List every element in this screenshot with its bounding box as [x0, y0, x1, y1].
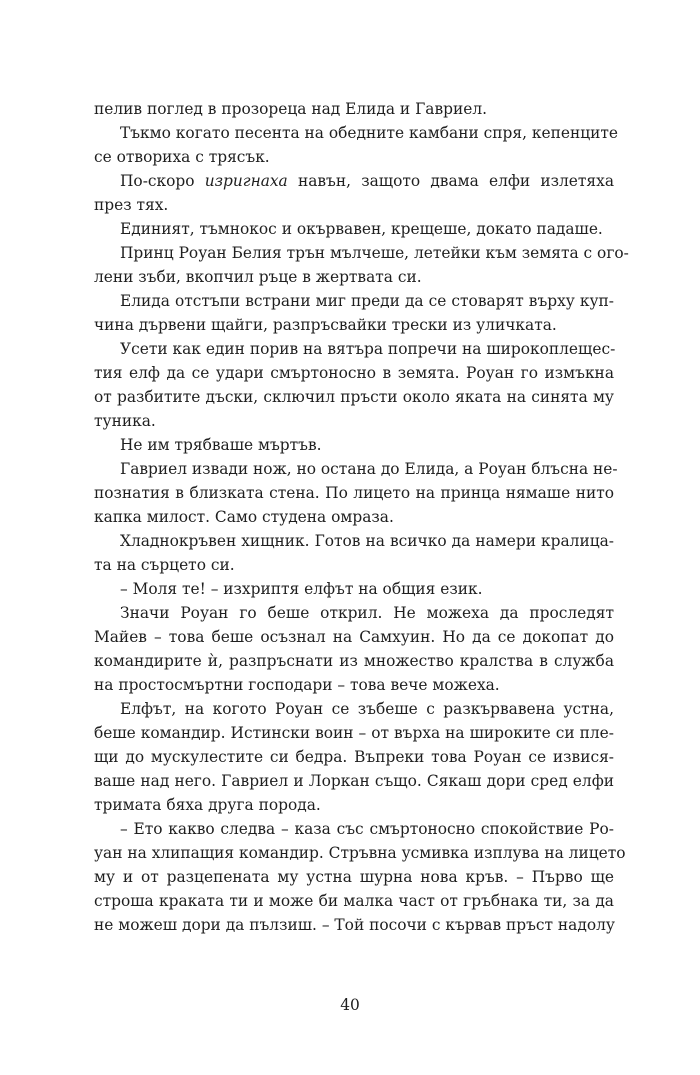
text-line: се отвориха с трясък. — [94, 148, 270, 166]
text-line: Хладнокръвен хищник. Готов на всичко да намери кралица- — [120, 532, 614, 550]
text-line: Единият, тъмнокос и окървавен, крещеше, докато падаше. — [120, 220, 603, 238]
page-number: 40 — [340, 996, 360, 1014]
text-line: Усети как един порив на вятъра попречи на широкоплещес- — [120, 340, 616, 358]
text-line: щи до мускулестите си бедра. Въпреки това Роуан се извися- — [94, 748, 614, 766]
text-line: през тях. — [94, 196, 169, 214]
text-line: капка милост. Само студена омраза. — [94, 508, 394, 526]
text-line: от разбитите дъски, сключил пръсти около яката на синята му — [94, 388, 614, 406]
italic-word: изригнаха — [204, 172, 288, 190]
text-line: уан на хлипащия командир. Стръвна усмивка изплува на лицето — [94, 844, 626, 862]
text-line: тия елф да се удари смъртоносно в земята. Роуан го измъкна — [94, 364, 614, 382]
text-line: на простосмъртни господари – това вече можеха. — [94, 676, 500, 694]
text-line: – Ето какво следва – каза със смъртоносно спокойствие Ро- — [120, 820, 614, 838]
text-line: – Моля те! – изхриптя елфът на общия език. — [120, 580, 483, 598]
text-line: Не им трябваше мъртъв. — [120, 436, 322, 454]
text-line: познатия в близката стена. По лицето на принца нямаше нито — [94, 484, 614, 502]
text-line: ваше над него. Гавриел и Лоркан също. Сякаш дори сред елфи — [94, 772, 614, 790]
text-line: беше командир. Истински воин – от върха на широките си пле- — [94, 724, 614, 742]
text-line: не можеш дори да пълзиш. – Той посочи с кървав пръст надолу — [94, 916, 615, 934]
text-line: Майев – това беше осъзнал на Самхуин. Но да се докопат до — [94, 628, 614, 646]
text-line: командирите ѝ, разпръснати из множество кралства в служба — [94, 652, 614, 670]
text-line: Гавриел извади нож, но остана до Елида, а Роуан блъсна не- — [120, 460, 618, 478]
text-line: та на сърцето си. — [94, 556, 235, 574]
text-line: Елфът, на когото Роуан се зъбеше с разкървавена устна, — [120, 700, 614, 718]
text-line: строша краката ти и може би малка част от гръбнака ти, за да — [94, 892, 614, 910]
text-line: лени зъби, вкопчил ръце в жертвата си. — [94, 268, 422, 286]
text-line: Тъкмо когато песента на обедните камбани спря, кепенците — [120, 124, 618, 142]
text-span: По-скоро — [120, 172, 205, 190]
text-line: Елида отстъпи встрани миг преди да се стоварят върху куп- — [120, 292, 614, 310]
text-line: Принц Роуан Белия трън мълчеше, летейки към земята с ого- — [120, 244, 629, 262]
text-line: му и от разцепената му устна шурна нова кръв. – Първо ще — [94, 868, 614, 886]
text-span: навън, защото двама елфи излетяха — [287, 172, 614, 190]
text-line: туника. — [94, 412, 156, 430]
text-line: чина дървени щайги, разпръсвайки трески из уличката. — [94, 316, 557, 334]
text-line: тримата бяха друга порода. — [94, 796, 321, 814]
text-line: пелив поглед в прозореца над Елида и Гавриел. — [94, 100, 488, 118]
text-line-mixed — [94, 171, 614, 191]
text-line: Значи Роуан го беше открил. Не можеха да проследят — [120, 604, 614, 622]
